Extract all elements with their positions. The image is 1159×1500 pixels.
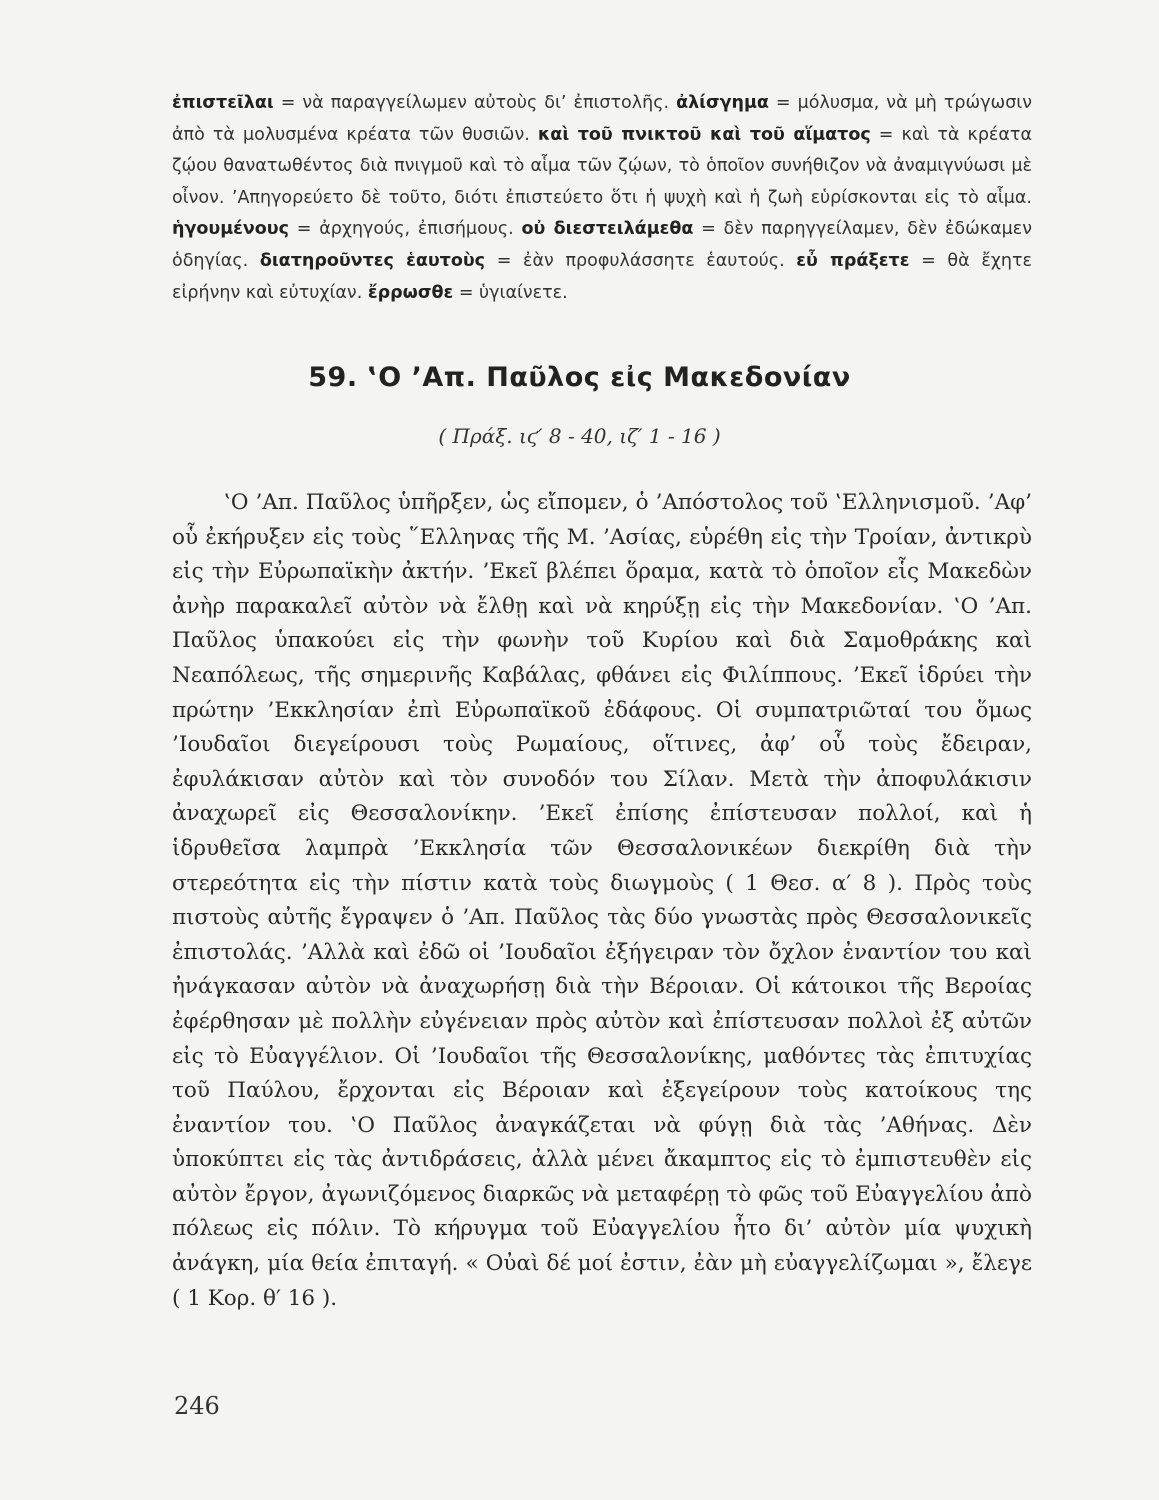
glossary-term: ἐπιστεῖλαι [172, 93, 274, 113]
glossary-term: ἡγουμένους [172, 219, 289, 240]
glossary-term: οὐ διεστειλάμεθα [521, 219, 694, 240]
glossary-definition: = νὰ παραγγείλωμεν αὐτοὺς δι’ ἐπιστολῆς. [273, 93, 677, 113]
glossary-definition: = μόλυσμα, νὰ μὴ τρώγωσιν ἀπὸ τὰ μολυσμένα κρέατα τῶν θυσιῶν. [172, 93, 1032, 145]
section-reference: ( Πράξ. ιϛ′ 8 - 40, ιζ′ 1 - 16 ) [438, 424, 721, 448]
glossary-definition: = ὑγιαίνετε. [453, 282, 568, 303]
glossary-term: διατηροῦντες ἑαυτοὺς [259, 250, 486, 271]
glossary-term: καὶ τοῦ πνικτοῦ καὶ τοῦ αἵματος [537, 124, 871, 145]
glossary-term: ἔρρωσθε [367, 282, 454, 303]
page-number: 246 [174, 1392, 220, 1420]
glossary-definition: = ἐὰν προφυλάσσητε ἑαυτούς. [485, 250, 797, 271]
body-paragraph: ‛Ο ’Απ. Παῦλος ὑπῆρξεν, ὡς εἴπομεν, ὁ ’Απόστολος τοῦ ‛Ελληνισμοῦ. ’Αφ’ οὗ ἐκήρυξεν εἰς τοὺς ῞Ελληνας τῆς Μ. ’Ασίας, εὑρέθη εἰς τὴν Τροίαν, ἀντικρὺ εἰς τὴν Εὐρωπαϊκὴν ἀκτήν. ’Εκεῖ βλέπει ὅραμα, κατὰ τὸ ὁποῖον εἷς Μακεδὼν ἀνὴρ παρακαλεῖ αὐτὸν νὰ ἔλθῃ καὶ νὰ κηρύξῃ εἰς τὴν Μακεδονίαν. ‛Ο ’Απ. Παῦλος ὑπακούει εἰς τὴν φωνὴν τοῦ Κυρίου καὶ διὰ Σαμοθράκης καὶ Νεαπόλεως, τῆς σημερινῆς Καβάλας, φθάνει εἰς Φιλίππους. ’Εκεῖ ἱδρύει τὴν πρώτην ’Εκκλησίαν ἐπὶ Εὐρωπαϊκοῦ ἐδάφους. Οἱ συμπατριῶταί του ὅμως ’Ιουδαῖοι διεγείρουσι τοὺς Ρωμαίους, οἵτινες, ἀφ’ οὗ τοὺς ἔδειραν, ἐφυλάκισαν αὐτὸν καὶ τὸν συνοδόν του Σίλαν. Μετὰ τὴν ἀποφυλάκισιν ἀναχωρεῖ εἰς Θεσσαλονίκην. ’Εκεῖ ἐπίσης ἐπίστευσαν πολλοί, καὶ ἡ ἱδρυθεῖσα λαμπρὰ ’Εκκλησία τῶν Θεσσαλονικέων διεκρίθη διὰ τὴν στερεότητα εἰς τὴν πίστιν κατὰ τοὺς διωγμοὺς ( 1 Θεσ. α′ 8 ). Πρὸς τοὺς πιστοὺς αὐτῆς ἔγραψεν ὁ ’Απ. Παῦλος τὰς δύο γνωστὰς πρὸς Θεσσαλονικεῖς ἐπιστολάς. ’Αλλὰ καὶ ἐδῶ οἱ ’Ιουδαῖοι ἐξήγειραν τὸν ὄχλον ἐναντίον του καὶ ἠνάγκασαν αὐτὸν νὰ ἀναχωρήσῃ διὰ τὴν Βέροιαν. Οἱ κάτοικοι τῆς Βεροίας ἐφέρθησαν μὲ πολλὴν εὐγένειαν πρὸς αὐτὸν καὶ ἐπίστευσαν πολλοὶ ἐξ αὐτῶν εἰς τὸ Εὐαγγέλιον. Οἱ ’Ιουδαῖοι τῆς Θεσσαλονίκης, μαθόντες τὰς ἐπιτυχίας τοῦ Παύλου, ἔρχονται εἰς Βέροιαν καὶ ἐξεγείρουν τοὺς κατοίκους της ἐναντίον του. ‛Ο Παῦλος ἀναγκάζεται νὰ φύγῃ διὰ τὰς ’Αθήνας. Δὲν ὑποκύπτει εἰς τὰς ἀντιδράσεις, ἀλλὰ μένει ἄκαμπτος εἰς τὸ ἐμπιστευθὲν εἰς αὐτὸν ἔργον, ἀγωνιζόμενος διαρκῶς νὰ μεταφέρῃ τὸ φῶς τοῦ Εὐαγγελίου ἀπὸ πόλεως εἰς πόλιν. Τὸ κήρυγμα τοῦ Εὐαγγελίου ἦτο δι’ αὐτὸν μία ψυχικὴ ἀνάγκη, μία θεία ἐπιταγή. « Οὐαὶ δέ μοί ἐστιν, ἐὰν μὴ εὐαγγελίζωμαι », ἔλεγε ( 1 Κορ. θ′ 16 ). [172, 490, 1032, 1311]
glossary-definition: = δὲν παρηγγείλαμεν, δὲν ἐδώκαμεν ὁδηγίας. [172, 219, 1032, 271]
glossary-notes [172, 88, 1032, 309]
glossary-definition: = ἀρχηγούς, ἐπισήμους. [288, 219, 522, 240]
glossary-term: εὖ πράξετε [796, 250, 910, 271]
section-title: 59. ‛Ο ’Απ. Παῦλος εἰς Μακεδονίαν [308, 362, 851, 393]
glossary-term: ἀλίσγημα [676, 93, 769, 113]
glossary-definition: = καὶ τὰ κρέατα ζῴου θανατωθέντος διὰ πνιγμοῦ καὶ τὸ αἷμα τῶν ζῴων, τὸ ὁποῖον συνήθιζον νὰ ἀναμιγνύωσι μὲ οἶνον. ’Απηγορεύετο δὲ τοῦτο, διότι ἐπιστεύετο ὅτι ἡ ψυχὴ καὶ ἡ ζωὴ εὑρίσκονται εἰς τὸ αἷμα. [172, 124, 1032, 208]
glossary-definition: = θὰ ἔχητε εἰρήνην καὶ εὐτυχίαν. [172, 250, 1032, 303]
